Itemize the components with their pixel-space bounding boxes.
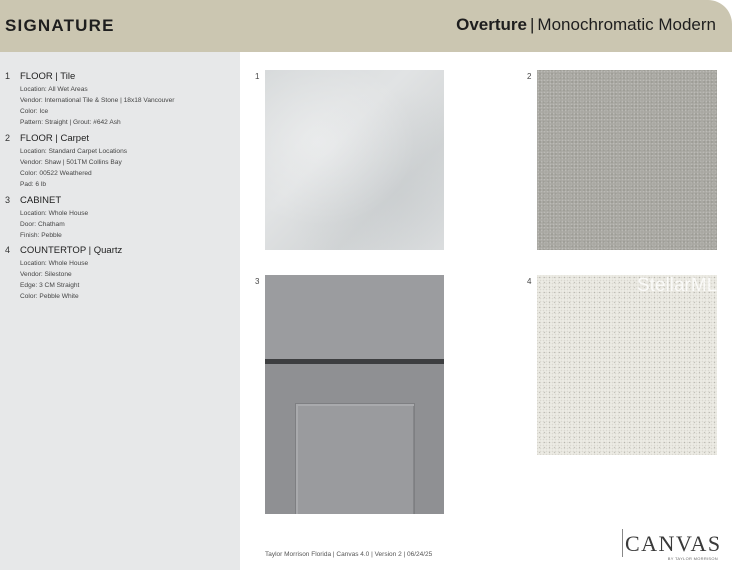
swatch-number: 1 (255, 72, 260, 81)
collection-separator: | (530, 15, 535, 34)
spec-title: COUNTERTOP | Quartz (20, 245, 123, 256)
spec-detail: Edge: 3 CM Straight (20, 282, 80, 289)
spec-detail: Location: All Wet Areas (20, 86, 88, 93)
spec-title: CABINET (20, 195, 62, 206)
spec-detail: Vendor: International Tile & Stone | 18x18 Vancouver (20, 97, 175, 104)
tile-swatch-image (265, 70, 444, 250)
swatch-number: 2 (527, 72, 532, 81)
swatch-number: 3 (255, 277, 260, 286)
canvas-logo (622, 529, 722, 561)
footer-version-note: Taylor Morrison Florida | Canvas 4.0 | Version 2 | 06/24/25 (265, 551, 433, 558)
spec-detail: Location: Whole House (20, 260, 89, 267)
spec-sidebar (0, 52, 240, 570)
brand-title: SIGNATURE (5, 16, 115, 35)
spec-detail: Pattern: Straight | Grout: #642 Ash (20, 119, 121, 126)
cabinet-door-panel (295, 403, 415, 514)
spec-detail: Color: 00522 Weathered (20, 170, 92, 177)
spec-number: 2 (5, 133, 11, 143)
cabinet-door-swatch-image (265, 275, 444, 514)
spec-title: FLOOR | Tile (20, 71, 76, 82)
spec-detail: Finish: Pebble (20, 232, 62, 239)
collection-title (456, 15, 716, 35)
carpet-swatch-image (537, 70, 717, 250)
spec-detail: Color: Pebble White (20, 293, 79, 300)
collection-style: Monochromatic Modern (537, 15, 716, 34)
spec-number: 3 (5, 195, 11, 205)
spec-detail: Color: Ice (20, 108, 49, 115)
stellar-mls-watermark: StellarMLS (637, 275, 730, 296)
spec-number: 4 (5, 245, 11, 255)
spec-title: FLOOR | Carpet (20, 133, 89, 144)
logo-tagline: BY TAYLOR MORRISON (667, 556, 718, 561)
spec-detail: Location: Whole House (20, 210, 89, 217)
spec-detail: Pad: 6 lb (20, 181, 47, 188)
logo-wordmark: CANVAS (625, 531, 722, 556)
logo-divider (622, 529, 623, 557)
swatch-board (240, 52, 732, 570)
quartz-swatch-image (537, 275, 717, 455)
collection-name: Overture (456, 15, 527, 34)
header-bar (0, 0, 732, 52)
spec-detail: Door: Chatham (20, 221, 65, 228)
swatch-number: 4 (527, 277, 532, 286)
spec-number: 1 (5, 71, 11, 81)
spec-detail: Vendor: Silestone (20, 271, 72, 278)
spec-detail: Location: Standard Carpet Locations (20, 148, 128, 155)
spec-detail: Vendor: Shaw | 501TM Collins Bay (20, 159, 122, 166)
